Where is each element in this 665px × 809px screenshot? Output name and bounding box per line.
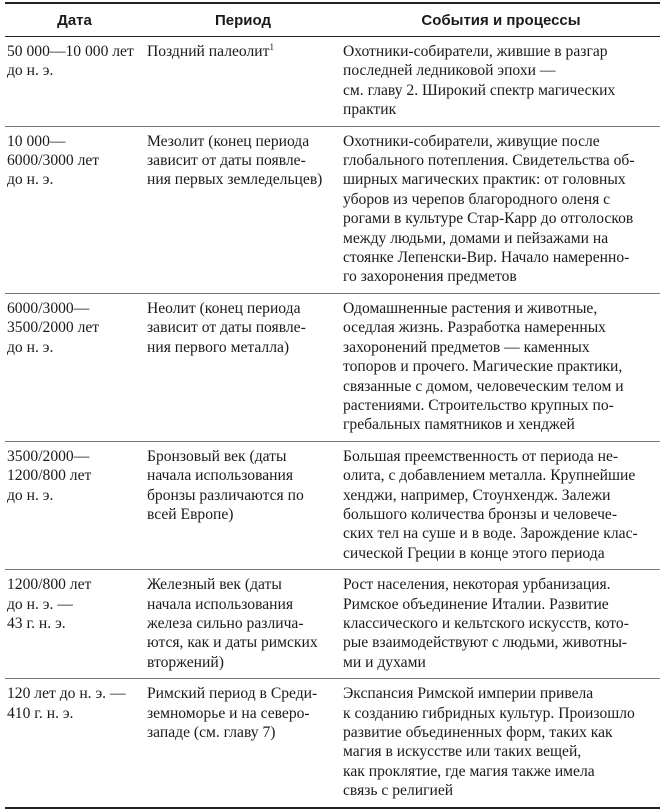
- period-line: [147, 505, 338, 524]
- events-cell: [342, 441, 660, 569]
- date-text: до н. э.: [7, 62, 54, 80]
- date-line: [7, 132, 140, 151]
- table-row: [5, 37, 660, 127]
- events-text: уборов из черепов благородного оленя с: [343, 190, 611, 208]
- period-line: [147, 614, 338, 633]
- date-text: 1200/800 лет: [7, 576, 92, 594]
- period-line: [147, 447, 338, 466]
- events-cell: [342, 679, 660, 808]
- date-text: 10 000—: [7, 132, 66, 150]
- date-line: [7, 575, 140, 594]
- period-cell: [144, 126, 342, 293]
- events-text: Одомашненные растения и животные,: [343, 299, 598, 317]
- date-text: 43 г. н. э.: [7, 614, 66, 632]
- events-text: ми и духами: [343, 653, 426, 671]
- events-text: связь с религией: [343, 782, 454, 800]
- date-text: 6000/3000 лет: [7, 152, 100, 170]
- header-events: События и процессы: [342, 3, 660, 37]
- date-line: [7, 42, 140, 61]
- events-cell: [342, 126, 660, 293]
- period-line: [147, 338, 338, 357]
- events-text: рые взаимодействуют с людьми, животны-: [343, 634, 628, 652]
- date-cell: [5, 679, 144, 808]
- events-line: [343, 614, 660, 633]
- events-line: [343, 466, 660, 485]
- period-text: Поздний палеолит: [147, 43, 270, 60]
- table-row: [5, 126, 660, 293]
- events-line: [343, 248, 660, 267]
- events-line: [343, 505, 660, 524]
- events-cell: [342, 570, 660, 679]
- table-row: [5, 679, 660, 808]
- events-line: [343, 595, 660, 614]
- date-text: 6000/3000—: [7, 299, 90, 317]
- events-text: топоров и прочего. Магические практики,: [343, 358, 623, 376]
- events-text: оседлая жизнь. Разработка намеренных: [343, 319, 606, 337]
- period-line: [147, 132, 338, 151]
- date-line: [7, 614, 140, 633]
- events-line: [343, 684, 660, 703]
- date-cell: [5, 37, 144, 127]
- date-text: до н. э. —: [7, 595, 73, 613]
- events-text: большого количества бронзы и человече-: [343, 505, 618, 523]
- period-cell: [144, 37, 342, 127]
- date-line: [7, 466, 140, 485]
- events-line: [343, 190, 660, 209]
- date-text: до н. э.: [7, 486, 54, 504]
- period-line: [147, 684, 338, 703]
- period-text: Бронзовый век (даты: [147, 447, 287, 465]
- period-line: [147, 42, 338, 61]
- header-row: [5, 3, 660, 37]
- events-text: растениями. Строительство крупных по-: [343, 396, 614, 414]
- date-text: 50 000—10 000 лет: [7, 43, 134, 60]
- events-line: [343, 544, 660, 563]
- date-line: [7, 151, 140, 170]
- period-line: [147, 170, 338, 189]
- date-line: [7, 486, 140, 505]
- period-text: всей Европе): [147, 505, 234, 523]
- period-cell: [144, 679, 342, 808]
- period-text: Мезолит (конец периода: [147, 132, 310, 150]
- events-text: практик: [343, 101, 397, 119]
- period-line: [147, 151, 338, 170]
- period-line: [147, 633, 338, 652]
- date-text: до н. э.: [7, 171, 54, 189]
- date-line: [7, 595, 140, 614]
- date-text: до н. э.: [7, 338, 54, 356]
- period-text: начала использования: [147, 595, 294, 613]
- events-text: последней ледниковой эпохи —: [343, 62, 556, 80]
- period-cell: [144, 570, 342, 679]
- events-line: [343, 357, 660, 376]
- period-line: [147, 318, 338, 337]
- events-line: [343, 377, 660, 396]
- events-line: [343, 396, 660, 415]
- period-text: Неолит (конец периода: [147, 299, 301, 317]
- table-row: [5, 293, 660, 441]
- header-date: Дата: [5, 3, 144, 37]
- period-line: [147, 575, 338, 594]
- header-period: Период: [144, 3, 342, 37]
- date-cell: [5, 293, 144, 441]
- events-line: [343, 633, 660, 652]
- events-line: [343, 151, 660, 170]
- events-line: [343, 704, 660, 723]
- events-text: связанные с домом, человеческим телом и: [343, 377, 624, 395]
- period-line: [147, 595, 338, 614]
- period-line: [147, 299, 338, 318]
- events-line: [343, 81, 660, 100]
- date-line: [7, 338, 140, 357]
- events-text: Охотники-собиратели, жившие в разгар: [343, 43, 608, 60]
- events-text: развитие объединенных форм, таких как: [343, 724, 613, 741]
- events-line: [343, 229, 660, 248]
- events-line: [343, 170, 660, 189]
- events-line: [343, 209, 660, 228]
- events-text: Охотники-собиратели, живущие после: [343, 132, 600, 150]
- events-line: [343, 723, 660, 742]
- period-text: ния первого металла): [147, 338, 290, 356]
- events-text: между людьми, домами и пейзажами на: [343, 229, 609, 247]
- events-text: гребальных памятников и хенджей: [343, 416, 575, 434]
- events-text: классического и кельтского искусств, кото-: [343, 614, 629, 632]
- date-cell: [5, 126, 144, 293]
- events-text: олита, с добавлением металла. Крупнейшие: [343, 467, 636, 485]
- period-text: бронзы различаются по: [147, 486, 304, 504]
- period-text: ния первых земледельцев): [147, 171, 323, 189]
- period-text: Железный век (даты: [147, 576, 282, 594]
- events-text: Римское объединение Италии. Развитие: [343, 595, 609, 613]
- date-line: [7, 684, 140, 703]
- date-text: 3500/2000—: [7, 447, 90, 465]
- date-cell: [5, 570, 144, 679]
- chronology-table: [5, 2, 660, 809]
- events-text: го захоронения предметов: [343, 268, 517, 286]
- events-line: [343, 524, 660, 543]
- events-line: [343, 762, 660, 781]
- date-line: [7, 318, 140, 337]
- footnote-marker: 1: [269, 42, 274, 52]
- period-text: зависит от даты появле-: [147, 319, 306, 337]
- events-text: как проклятие, где магия также имела: [343, 762, 595, 780]
- period-text: железа сильно различа-: [147, 614, 304, 632]
- events-line: [343, 742, 660, 761]
- date-line: [7, 170, 140, 189]
- events-line: [343, 781, 660, 800]
- events-text: магия в искусстве или таких вещей,: [343, 743, 582, 761]
- events-cell: [342, 37, 660, 127]
- period-cell: [144, 293, 342, 441]
- events-text: сической Греции в конце этого периода: [343, 544, 605, 562]
- events-text: ских тел на суше и в воде. Зарождение клас-: [343, 525, 638, 543]
- table-row: [5, 441, 660, 569]
- events-line: [343, 267, 660, 286]
- period-cell: [144, 441, 342, 569]
- period-line: [147, 466, 338, 485]
- events-line: [343, 653, 660, 672]
- period-line: [147, 653, 338, 672]
- events-text: см. главу 2. Широкий спектр магических: [343, 81, 616, 99]
- events-text: стоянке Лепенски-Вир. Начало намеренно-: [343, 249, 630, 267]
- date-text: 120 лет до н. э. —: [7, 685, 126, 703]
- events-text: Большая преемственность от периода не-: [343, 447, 619, 465]
- events-line: [343, 132, 660, 151]
- date-line: [7, 299, 140, 318]
- events-text: глобального потепления. Свидетельства об-: [343, 152, 635, 170]
- events-line: [343, 338, 660, 357]
- period-text: начала использования: [147, 467, 294, 485]
- events-line: [343, 61, 660, 80]
- events-text: рогами в культуре Стар-Карр до отголосков: [343, 210, 634, 228]
- period-line: [147, 486, 338, 505]
- date-text: 3500/2000 лет: [7, 319, 100, 337]
- date-text: 1200/800 лет: [7, 467, 92, 485]
- events-line: [343, 299, 660, 318]
- date-line: [7, 61, 140, 80]
- date-line: [7, 447, 140, 466]
- events-line: [343, 575, 660, 594]
- events-text: Рост населения, некоторая урбанизация.: [343, 576, 611, 594]
- events-line: [343, 100, 660, 119]
- date-text: 410 г. н. э.: [7, 704, 74, 722]
- events-text: ширных магических практик: от головных: [343, 171, 626, 189]
- events-line: [343, 42, 660, 61]
- period-text: Римский период в Среди-: [147, 685, 318, 703]
- period-text: западе (см. главу 7): [147, 724, 276, 741]
- period-line: [147, 704, 338, 723]
- events-text: Экспансия Римской империи привела: [343, 685, 594, 703]
- date-line: [7, 704, 140, 723]
- period-line: [147, 723, 338, 742]
- events-text: к созданию гибридных культур. Произошло: [343, 704, 635, 722]
- date-cell: [5, 441, 144, 569]
- table-body: [5, 37, 660, 808]
- events-line: [343, 447, 660, 466]
- period-text: вторжений): [147, 653, 224, 671]
- events-text: хенджи, например, Стоунхендж. Залежи: [343, 486, 611, 504]
- events-cell: [342, 293, 660, 441]
- period-text: ются, как и даты римских: [147, 634, 318, 652]
- events-text: захоронений предметов — каменных: [343, 338, 590, 356]
- period-text: зависит от даты появле-: [147, 152, 306, 170]
- events-line: [343, 318, 660, 337]
- period-text: земноморье и на северо-: [147, 704, 310, 722]
- events-line: [343, 486, 660, 505]
- table-row: [5, 570, 660, 679]
- events-line: [343, 415, 660, 434]
